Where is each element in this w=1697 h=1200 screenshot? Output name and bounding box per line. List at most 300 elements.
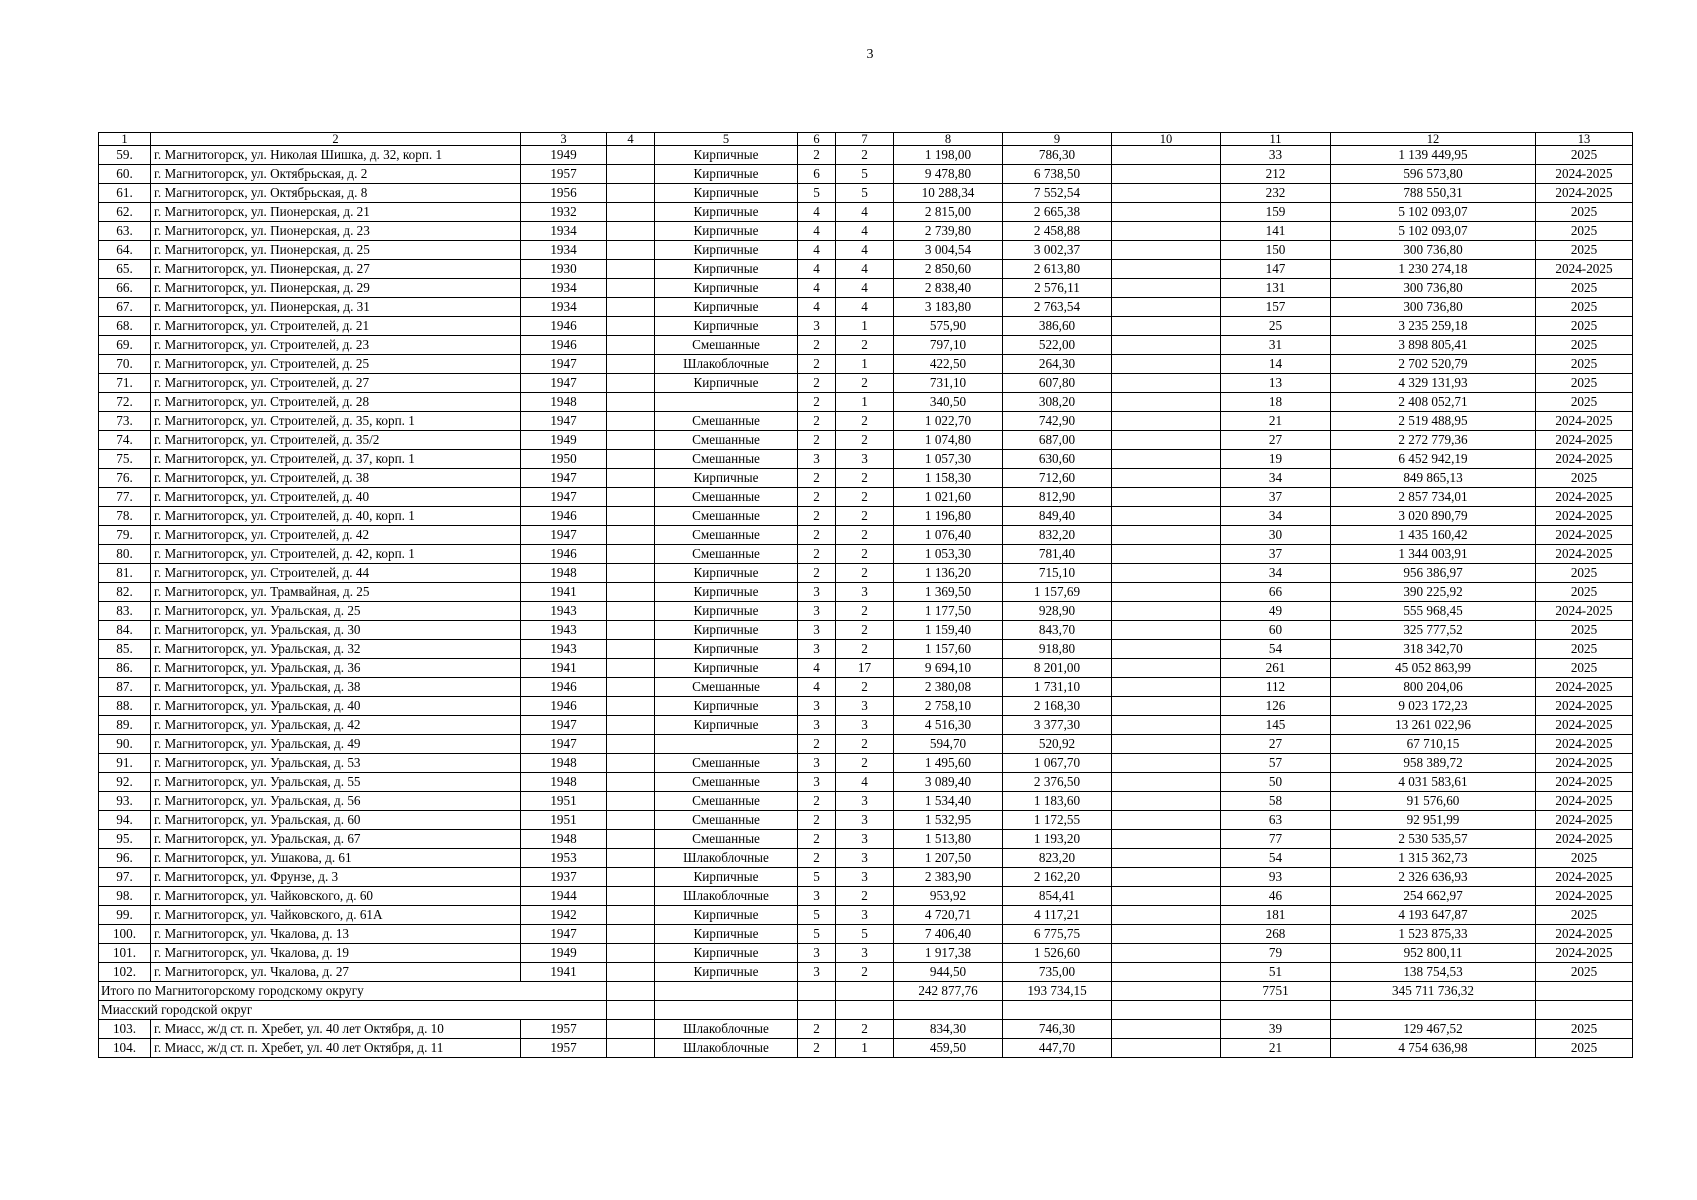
cell-total-area: 459,50 [894, 1039, 1003, 1058]
cell-wall-material: Кирпичные [655, 659, 798, 678]
cell-build-year: 1956 [521, 184, 607, 203]
cell-build-year: 1946 [521, 336, 607, 355]
cell-floors: 2 [798, 526, 836, 545]
cell-row-number: 60. [99, 165, 151, 184]
cell-address: г. Магнитогорск, ул. Строителей, д. 23 [151, 336, 521, 355]
cell-wall-material: Кирпичные [655, 944, 798, 963]
cell-repair-cost: 300 736,80 [1331, 279, 1536, 298]
table-row [99, 260, 1633, 279]
table-row [99, 317, 1633, 336]
cell-col-10 [1112, 317, 1221, 336]
cell-repair-period: 2025 [1536, 640, 1633, 659]
empty-cell [1536, 1001, 1633, 1020]
cell-floors: 2 [798, 412, 836, 431]
cell-floors: 2 [798, 564, 836, 583]
cell-repair-period: 2025 [1536, 1039, 1633, 1058]
page-number: 3 [866, 47, 874, 62]
cell-floors: 3 [798, 640, 836, 659]
table-row [99, 393, 1633, 412]
cell-total-area: 10 288,34 [894, 184, 1003, 203]
cell-entrances: 4 [836, 298, 894, 317]
cell-living-area: 812,90 [1003, 488, 1112, 507]
cell-floors: 3 [798, 773, 836, 792]
cell-repair-cost: 300 736,80 [1331, 298, 1536, 317]
cell-residents: 31 [1221, 336, 1331, 355]
cell-col-4 [607, 469, 655, 488]
cell-row-number: 104. [99, 1039, 151, 1058]
cell-repair-cost: 1 315 362,73 [1331, 849, 1536, 868]
cell-total-area: 1 021,60 [894, 488, 1003, 507]
cell-repair-cost: 91 576,60 [1331, 792, 1536, 811]
cell-address: г. Магнитогорск, ул. Строителей, д. 28 [151, 393, 521, 412]
cell-total-area: 9 478,80 [894, 165, 1003, 184]
cell-residents: 13 [1221, 374, 1331, 393]
cell-total-area: 1 136,20 [894, 564, 1003, 583]
cell-residents: 54 [1221, 849, 1331, 868]
cell-col-10 [1112, 298, 1221, 317]
section-header: Миасский городской округ [99, 1001, 607, 1020]
cell-address: г. Магнитогорск, ул. Пионерская, д. 23 [151, 222, 521, 241]
cell-row-number: 96. [99, 849, 151, 868]
cell-floors: 2 [798, 374, 836, 393]
cell-build-year: 1934 [521, 241, 607, 260]
cell-col-10 [1112, 792, 1221, 811]
table-row [99, 830, 1633, 849]
table-row [99, 906, 1633, 925]
cell-row-number: 95. [99, 830, 151, 849]
total-row [99, 982, 1633, 1001]
cell-total-area: 1 513,80 [894, 830, 1003, 849]
cell-total-area: 1 053,30 [894, 545, 1003, 564]
cell-wall-material: Кирпичные [655, 165, 798, 184]
cell-col-10 [1112, 659, 1221, 678]
empty-cell [836, 1001, 894, 1020]
cell-living-area: 781,40 [1003, 545, 1112, 564]
cell-col-4 [607, 412, 655, 431]
cell-build-year: 1948 [521, 393, 607, 412]
cell-build-year: 1947 [521, 735, 607, 754]
cell-residents: 112 [1221, 678, 1331, 697]
cell-total-area: 731,10 [894, 374, 1003, 393]
cell-residents: 63 [1221, 811, 1331, 830]
cell-row-number: 71. [99, 374, 151, 393]
cell-wall-material: Смешанные [655, 488, 798, 507]
cell-repair-period: 2024-2025 [1536, 887, 1633, 906]
column-header: 6 [798, 133, 836, 146]
cell-build-year: 1947 [521, 355, 607, 374]
cell-repair-cost: 596 573,80 [1331, 165, 1536, 184]
column-header: 1 [99, 133, 151, 146]
cell-residents: 126 [1221, 697, 1331, 716]
cell-build-year: 1957 [521, 165, 607, 184]
empty-cell [1112, 1001, 1221, 1020]
cell-living-area: 607,80 [1003, 374, 1112, 393]
cell-total-area: 340,50 [894, 393, 1003, 412]
table-row [99, 507, 1633, 526]
cell-col-4 [607, 697, 655, 716]
cell-repair-cost: 800 204,06 [1331, 678, 1536, 697]
cell-residents: 18 [1221, 393, 1331, 412]
cell-repair-period: 2025 [1536, 393, 1633, 412]
table-body [99, 133, 1633, 1058]
cell-living-area: 1 183,60 [1003, 792, 1112, 811]
empty-cell [607, 1001, 655, 1020]
cell-entrances: 3 [836, 868, 894, 887]
cell-repair-cost: 1 523 875,33 [1331, 925, 1536, 944]
cell-build-year: 1947 [521, 488, 607, 507]
cell-total-area: 2 815,00 [894, 203, 1003, 222]
cell-total-area: 1 196,80 [894, 507, 1003, 526]
cell-repair-period: 2024-2025 [1536, 507, 1633, 526]
cell-row-number: 102. [99, 963, 151, 982]
cell-col-10 [1112, 336, 1221, 355]
cell-floors: 4 [798, 279, 836, 298]
cell-address: г. Магнитогорск, ул. Уральская, д. 38 [151, 678, 521, 697]
cell-entrances: 5 [836, 165, 894, 184]
cell-total-area: 1 022,70 [894, 412, 1003, 431]
cell-col-10 [1112, 1020, 1221, 1039]
cell-row-number: 64. [99, 241, 151, 260]
cell-build-year: 1943 [521, 602, 607, 621]
cell-total-area: 2 758,10 [894, 697, 1003, 716]
cell-entrances: 3 [836, 450, 894, 469]
cell-entrances: 3 [836, 849, 894, 868]
cell-total-area: 1 495,60 [894, 754, 1003, 773]
cell-build-year: 1951 [521, 811, 607, 830]
column-header: 11 [1221, 133, 1331, 146]
cell-residents: 157 [1221, 298, 1331, 317]
cell-row-number: 73. [99, 412, 151, 431]
cell-build-year: 1949 [521, 944, 607, 963]
cell-wall-material: Кирпичные [655, 583, 798, 602]
cell-repair-cost: 390 225,92 [1331, 583, 1536, 602]
cell-row-number: 81. [99, 564, 151, 583]
cell-repair-period: 2025 [1536, 279, 1633, 298]
cell-residents: 50 [1221, 773, 1331, 792]
cell-living-area: 1 731,10 [1003, 678, 1112, 697]
cell-total-area: 1 057,30 [894, 450, 1003, 469]
cell-build-year: 1944 [521, 887, 607, 906]
cell-wall-material: Шлакоблочные [655, 887, 798, 906]
cell-build-year: 1943 [521, 621, 607, 640]
cell-address: г. Магнитогорск, ул. Уральская, д. 60 [151, 811, 521, 830]
cell-address: г. Магнитогорск, ул. Пионерская, д. 29 [151, 279, 521, 298]
cell-living-area: 928,90 [1003, 602, 1112, 621]
cell-entrances: 3 [836, 697, 894, 716]
cell-wall-material: Смешанные [655, 526, 798, 545]
cell-col-4 [607, 982, 655, 1001]
cell-floors: 2 [798, 545, 836, 564]
cell-wall-material: Кирпичные [655, 963, 798, 982]
cell-row-number: 94. [99, 811, 151, 830]
cell-living-area: 2 763,54 [1003, 298, 1112, 317]
cell-living-area: 6 775,75 [1003, 925, 1112, 944]
cell-address: г. Магнитогорск, ул. Строителей, д. 35/2 [151, 431, 521, 450]
cell-entrances: 2 [836, 754, 894, 773]
cell-living-area: 7 552,54 [1003, 184, 1112, 203]
cell-repair-cost: 2 519 488,95 [1331, 412, 1536, 431]
cell-repair-cost: 849 865,13 [1331, 469, 1536, 488]
cell-col-4 [607, 317, 655, 336]
cell-address: г. Магнитогорск, ул. Уральская, д. 32 [151, 640, 521, 659]
cell-wall-material: Смешанные [655, 773, 798, 792]
table-row [99, 241, 1633, 260]
cell-residents: 141 [1221, 222, 1331, 241]
cell-floors: 5 [798, 868, 836, 887]
cell-col-4 [607, 488, 655, 507]
cell-repair-cost: 318 342,70 [1331, 640, 1536, 659]
cell-entrances: 2 [836, 678, 894, 697]
cell-repair-cost: 788 550,31 [1331, 184, 1536, 203]
cell-repair-cost: 2 272 779,36 [1331, 431, 1536, 450]
cell-floors: 3 [798, 754, 836, 773]
cell-wall-material: Кирпичные [655, 640, 798, 659]
column-header: 10 [1112, 133, 1221, 146]
cell-col-4 [607, 868, 655, 887]
cell-living-area: 715,10 [1003, 564, 1112, 583]
cell-total-area: 575,90 [894, 317, 1003, 336]
cell-row-number: 77. [99, 488, 151, 507]
cell-repair-period: 2024-2025 [1536, 412, 1633, 431]
cell-repair-cost: 3 898 805,41 [1331, 336, 1536, 355]
cell-residents: 37 [1221, 545, 1331, 564]
cell-col-4 [607, 811, 655, 830]
table-row [99, 336, 1633, 355]
cell-entrances: 3 [836, 716, 894, 735]
cell-col-10 [1112, 735, 1221, 754]
cell-address: г. Магнитогорск, ул. Чайковского, д. 61А [151, 906, 521, 925]
cell-entrances: 2 [836, 488, 894, 507]
cell-total-area: 2 380,08 [894, 678, 1003, 697]
cell-wall-material: Кирпичные [655, 564, 798, 583]
cell-repair-cost: 325 777,52 [1331, 621, 1536, 640]
table-row [99, 754, 1633, 773]
cell-col-4 [607, 887, 655, 906]
cell-col-10 [1112, 925, 1221, 944]
cell-row-number: 93. [99, 792, 151, 811]
cell-col-4 [607, 526, 655, 545]
cell-repair-cost: 3 020 890,79 [1331, 507, 1536, 526]
cell-living-area: 832,20 [1003, 526, 1112, 545]
cell-entrances: 1 [836, 355, 894, 374]
cell-col-4 [607, 165, 655, 184]
cell-living-area: 746,30 [1003, 1020, 1112, 1039]
cell-col-4 [607, 241, 655, 260]
cell-address: г. Магнитогорск, ул. Пионерская, д. 31 [151, 298, 521, 317]
cell-repair-cost: 5 102 093,07 [1331, 222, 1536, 241]
cell-build-year: 1934 [521, 222, 607, 241]
cell-address: г. Магнитогорск, ул. Уральская, д. 53 [151, 754, 521, 773]
cell-living-area: 6 738,50 [1003, 165, 1112, 184]
column-header: 8 [894, 133, 1003, 146]
cell-address: г. Миасс, ж/д ст. п. Хребет, ул. 40 лет Октября, д. 10 [151, 1020, 521, 1039]
cell-col-4 [607, 374, 655, 393]
cell-row-number: 66. [99, 279, 151, 298]
cell-wall-material: Кирпичные [655, 469, 798, 488]
cell-build-year: 1948 [521, 830, 607, 849]
cell-row-number: 74. [99, 431, 151, 450]
cell-repair-period: 2025 [1536, 469, 1633, 488]
table-row [99, 355, 1633, 374]
cell-col-10 [1112, 184, 1221, 203]
cell-floors: 3 [798, 944, 836, 963]
cell-repair-period: 2025 [1536, 298, 1633, 317]
cell-living-area: 918,80 [1003, 640, 1112, 659]
cell-col-10 [1112, 431, 1221, 450]
cell-total-area: 3 004,54 [894, 241, 1003, 260]
cell-living-area: 630,60 [1003, 450, 1112, 469]
cell-wall-material: Смешанные [655, 336, 798, 355]
cell-row-number: 61. [99, 184, 151, 203]
cell-entrances: 3 [836, 906, 894, 925]
empty-cell [1003, 1001, 1112, 1020]
cell-row-number: 88. [99, 697, 151, 716]
cell-wall-material: Шлакоблочные [655, 1020, 798, 1039]
cell-entrances: 1 [836, 1039, 894, 1058]
cell-total-area: 9 694,10 [894, 659, 1003, 678]
cell-living-area: 386,60 [1003, 317, 1112, 336]
cell-row-number: 65. [99, 260, 151, 279]
cell-col-4 [607, 830, 655, 849]
cell-total-area: 594,70 [894, 735, 1003, 754]
cell-build-year: 1937 [521, 868, 607, 887]
column-header: 2 [151, 133, 521, 146]
cell-residents: 39 [1221, 1020, 1331, 1039]
cell-living-area: 1 526,60 [1003, 944, 1112, 963]
cell-wall-material: Смешанные [655, 431, 798, 450]
cell-entrances: 2 [836, 621, 894, 640]
cell-col-10 [1112, 621, 1221, 640]
cell-wall-material: Шлакоблочные [655, 1039, 798, 1058]
column-header: 12 [1331, 133, 1536, 146]
cell-residents: 27 [1221, 735, 1331, 754]
cell-row-number: 67. [99, 298, 151, 317]
cell-living-area: 854,41 [1003, 887, 1112, 906]
cell-repair-cost: 2 408 052,71 [1331, 393, 1536, 412]
cell-address: г. Магнитогорск, ул. Строителей, д. 25 [151, 355, 521, 374]
cell-wall-material: Шлакоблочные [655, 355, 798, 374]
cell-col-4 [607, 450, 655, 469]
table-row [99, 165, 1633, 184]
cell-col-10 [1112, 412, 1221, 431]
cell-floors: 3 [798, 621, 836, 640]
table-row [99, 811, 1633, 830]
table-row [99, 963, 1633, 982]
cell-repair-period: 2024-2025 [1536, 678, 1633, 697]
cell-total-area: 1 157,60 [894, 640, 1003, 659]
cell-build-year: 1950 [521, 450, 607, 469]
cell-col-10 [1112, 868, 1221, 887]
cell-build-year: 1941 [521, 583, 607, 602]
cell-entrances: 4 [836, 241, 894, 260]
cell-row-number: 92. [99, 773, 151, 792]
cell-address: г. Магнитогорск, ул. Ушакова, д. 61 [151, 849, 521, 868]
cell-address: г. Магнитогорск, ул. Пионерская, д. 25 [151, 241, 521, 260]
cell-col-10 [1112, 355, 1221, 374]
cell-col-10 [1112, 697, 1221, 716]
cell-wall-material: Кирпичные [655, 374, 798, 393]
cell-living-area: 3 377,30 [1003, 716, 1112, 735]
cell-wall-material: Кирпичные [655, 260, 798, 279]
cell-repair-period: 2024-2025 [1536, 716, 1633, 735]
cell-address: г. Магнитогорск, ул. Фрунзе, д. 3 [151, 868, 521, 887]
cell-col-4 [607, 716, 655, 735]
cell-residents: 37 [1221, 488, 1331, 507]
cell-repair-period: 2025 [1536, 355, 1633, 374]
cell-col-4 [607, 222, 655, 241]
table-row [99, 564, 1633, 583]
cell-col-10 [1112, 583, 1221, 602]
cell-col-10 [1112, 1039, 1221, 1058]
cell-wall-material [655, 982, 798, 1001]
cell-build-year: 1949 [521, 146, 607, 165]
cell-row-number: 62. [99, 203, 151, 222]
cell-residents: 33 [1221, 146, 1331, 165]
cell-wall-material: Шлакоблочные [655, 849, 798, 868]
cell-address: г. Магнитогорск, ул. Строителей, д. 38 [151, 469, 521, 488]
cell-entrances: 2 [836, 735, 894, 754]
cell-floors: 2 [798, 792, 836, 811]
cell-entrances: 3 [836, 792, 894, 811]
cell-repair-cost: 555 968,45 [1331, 602, 1536, 621]
table-row [99, 279, 1633, 298]
cell-floors: 2 [798, 431, 836, 450]
cell-repair-period: 2025 [1536, 374, 1633, 393]
cell-repair-cost: 2 530 535,57 [1331, 830, 1536, 849]
cell-repair-period: 2025 [1536, 963, 1633, 982]
column-header: 9 [1003, 133, 1112, 146]
cell-entrances: 4 [836, 260, 894, 279]
cell-col-4 [607, 1039, 655, 1058]
cell-row-number: 98. [99, 887, 151, 906]
cell-build-year: 1949 [521, 431, 607, 450]
cell-entrances: 4 [836, 203, 894, 222]
cell-build-year: 1948 [521, 773, 607, 792]
cell-living-area: 3 002,37 [1003, 241, 1112, 260]
cell-floors: 2 [798, 830, 836, 849]
cell-total-area: 4 720,71 [894, 906, 1003, 925]
cell-col-10 [1112, 982, 1221, 1001]
cell-living-area: 2 458,88 [1003, 222, 1112, 241]
table-row [99, 431, 1633, 450]
cell-col-4 [607, 678, 655, 697]
cell-col-4 [607, 184, 655, 203]
cell-repair-period: 2024-2025 [1536, 830, 1633, 849]
column-header: 4 [607, 133, 655, 146]
cell-residents: 51 [1221, 963, 1331, 982]
cell-repair-cost: 4 031 583,61 [1331, 773, 1536, 792]
table-row [99, 735, 1633, 754]
cell-build-year: 1957 [521, 1020, 607, 1039]
table-row [99, 944, 1633, 963]
cell-col-10 [1112, 944, 1221, 963]
cell-residents: 46 [1221, 887, 1331, 906]
cell-living-area: 2 162,20 [1003, 868, 1112, 887]
cell-wall-material: Кирпичные [655, 317, 798, 336]
cell-floors: 3 [798, 450, 836, 469]
cell-col-10 [1112, 222, 1221, 241]
cell-residents: 34 [1221, 507, 1331, 526]
cell-repair-period: 2024-2025 [1536, 792, 1633, 811]
cell-wall-material: Кирпичные [655, 697, 798, 716]
cell-repair-period: 2024-2025 [1536, 811, 1633, 830]
cell-living-area: 2 665,38 [1003, 203, 1112, 222]
cell-col-4 [607, 754, 655, 773]
cell-living-area: 2 376,50 [1003, 773, 1112, 792]
cell-row-number: 70. [99, 355, 151, 374]
cell-row-number: 68. [99, 317, 151, 336]
cell-living-area: 2 576,11 [1003, 279, 1112, 298]
